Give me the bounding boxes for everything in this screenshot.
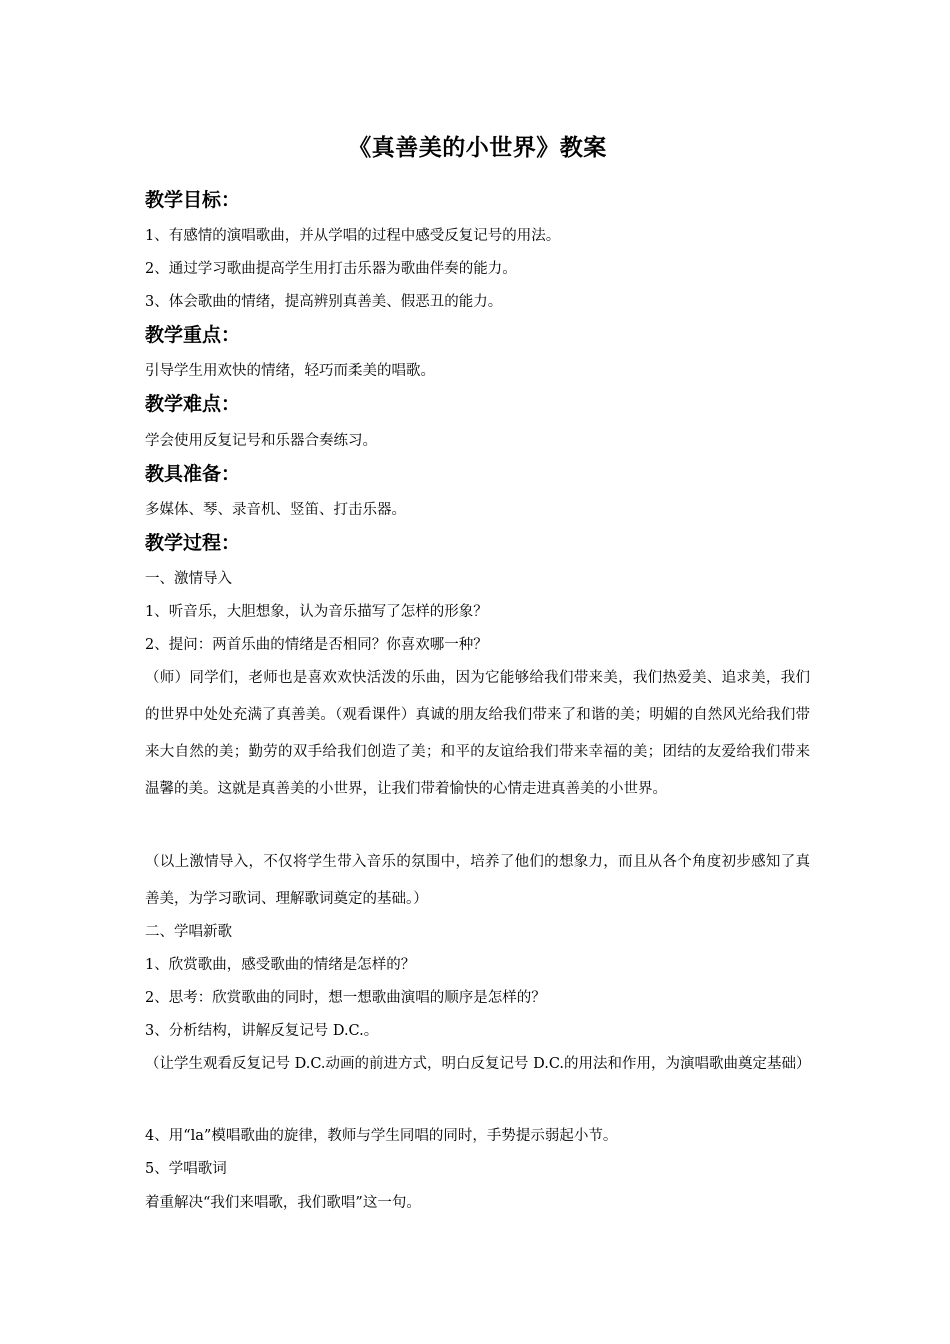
process-part1-item-1: 1、听音乐，大胆想象，认为音乐描写了怎样的形象？	[145, 604, 488, 620]
difficulties-text: 学会使用反复记号和乐器合奏练习。	[145, 433, 377, 449]
heading-difficulties: 教学难点：	[145, 393, 241, 415]
process-part1-item-2: 2、提问：两首乐曲的情绪是否相同？你喜欢哪一种？	[145, 637, 488, 653]
heading-key-points: 教学重点：	[145, 324, 241, 346]
process-part2-item-1: 1、欣赏歌曲，感受歌曲的情绪是怎样的？	[145, 957, 416, 973]
process-part2-item-3: 3、分析结构，讲解反复记号 D.C.。	[145, 1023, 379, 1039]
process-part2-item-4: 4、用“la”模唱歌曲的旋律，教师与学生同唱的同时，手势提示弱起小节。	[145, 1128, 618, 1144]
process-part2-item-5: 5、学唱歌词	[145, 1161, 227, 1177]
heading-materials: 教具准备：	[145, 463, 241, 485]
note-paragraph-1: （以上激情导入，不仅将学生带入音乐的氛围中，培养了他们的想象力，而且从各个角度初步感知了真善美，为学习歌词、理解歌词奠定的基础。）	[145, 854, 810, 907]
objective-item-3: 3、体会歌曲的情绪，提高辨别真善美、假恶丑的能力。	[145, 294, 503, 310]
note-paragraph-2: （让学生观看反复记号 D.C.动画的前进方式，明白反复记号 D.C.的用法和作用，为演唱歌曲奠定基础）	[145, 1056, 811, 1072]
heading-objectives: 教学目标：	[145, 189, 241, 211]
process-part2-title: 二、学唱新歌	[145, 924, 232, 940]
materials-text: 多媒体、琴、录音机、竖笛、打击乐器。	[145, 502, 406, 518]
process-part2-item-6: 着重解决“我们来唱歌，我们歌唱”这一句。	[145, 1195, 421, 1211]
objective-item-2: 2、通过学习歌曲提高学生用打击乐器为歌曲伴奏的能力。	[145, 261, 517, 277]
teacher-paragraph: （师）同学们，老师也是喜欢欢快活泼的乐曲，因为它能够给我们带来美，我们热爱美、追求美，我们的世界中处处充满了真善美。（观看课件）真诚的朋友给我们带来了和谐的美；明媚的自然风光给我们带来大自然的美；勤劳的双手给我们创造了美；和平的友谊给我们带来幸福的美；团结的友爱给我们带来温馨的美。这就是真善美的小世界，让我们带着愉快的心情走进真善美的小世界。	[145, 670, 810, 797]
process-part1-title: 一、激情导入	[145, 571, 232, 587]
process-part2-item-2: 2、思考：欣赏歌曲的同时，想一想歌曲演唱的顺序是怎样的？	[145, 990, 546, 1006]
key-points-text: 引导学生用欢快的情绪，轻巧而柔美的唱歌。	[145, 363, 435, 379]
heading-process: 教学过程：	[145, 532, 241, 554]
document-title: 《真善美的小世界》教案	[348, 135, 607, 161]
objective-item-1: 1、有感情的演唱歌曲，并从学唱的过程中感受反复记号的用法。	[145, 228, 561, 244]
